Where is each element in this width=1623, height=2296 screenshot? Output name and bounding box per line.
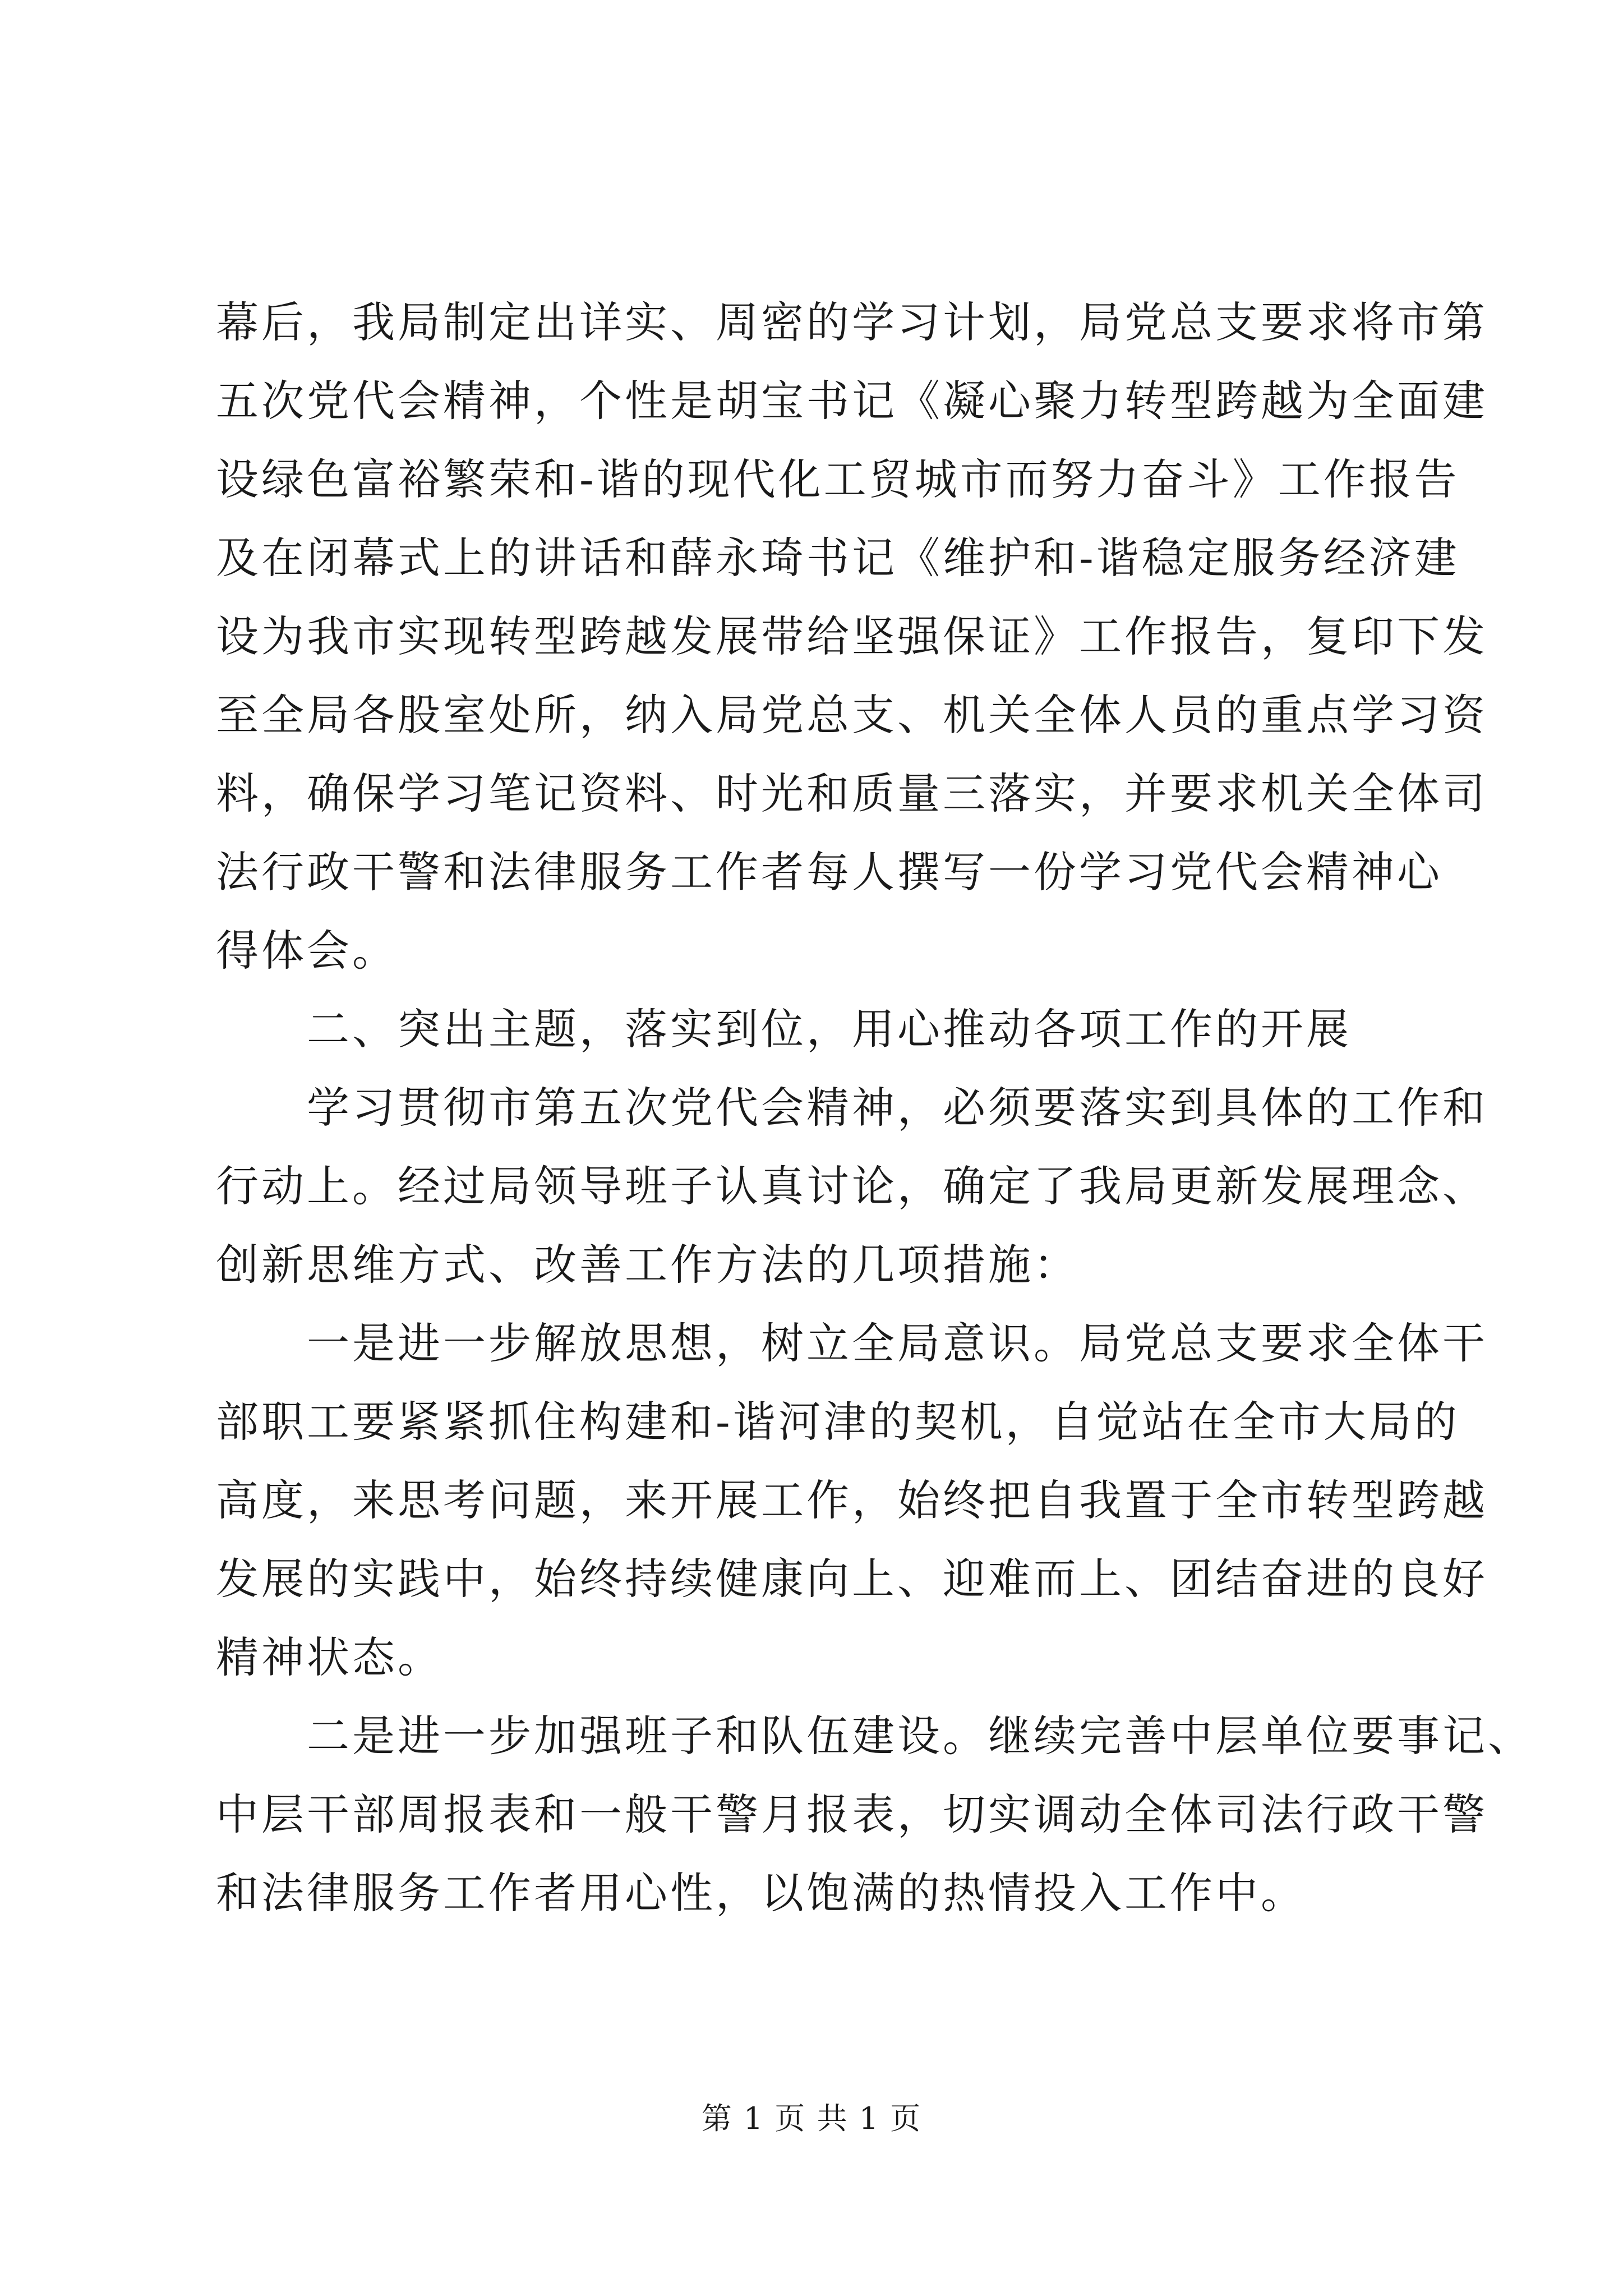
text-line: 和法律服务工作者用心性，以饱满的热情投入工作中。 bbox=[216, 1868, 1306, 1918]
text-line: 精神状态。 bbox=[216, 1632, 443, 1682]
page-number-footer: 第 1 页 共 1 页 bbox=[701, 2101, 922, 2136]
text-line: 料，确保学习笔记资料、时光和质量三落实，并要求机关全体司 bbox=[216, 769, 1488, 818]
text-line: 设绿色富裕繁荣和-谐的现代化工贸城市而努力奋斗》工作报告 bbox=[216, 454, 1460, 504]
text-line: 幕后，我局制定出详实、周密的学习计划，局党总支要求将市第 bbox=[216, 297, 1488, 347]
text-line: 二是进一步加强班子和队伍建设。继续完善中层单位要事记、 bbox=[216, 1711, 1533, 1761]
text-line: 至全局各股室处所，纳入局党总支、机关全体人员的重点学习资 bbox=[216, 690, 1488, 740]
text-line: 法行政干警和法律服务工作者每人撰写一份学习党代会精神心 bbox=[216, 847, 1442, 897]
text-line: 得体会。 bbox=[216, 926, 398, 976]
text-line: 五次党代会精神，个性是胡宝书记《凝心聚力转型跨越为全面建 bbox=[216, 376, 1488, 426]
text-line: 学习贯彻市第五次党代会精神，必须要落实到具体的工作和 bbox=[216, 1083, 1488, 1133]
text-line: 行动上。经过局领导班子认真讨论，确定了我局更新发展理念、 bbox=[216, 1161, 1488, 1211]
text-line: 部职工要紧紧抓住构建和-谐河津的契机，自觉站在全市大局的 bbox=[216, 1397, 1460, 1447]
text-line: 及在闭幕式上的讲话和薛永琦书记《维护和-谐稳定服务经济建 bbox=[216, 533, 1460, 583]
text-line: 一是进一步解放思想，树立全局意识。局党总支要求全体干 bbox=[216, 1318, 1488, 1368]
text-line: 高度，来思考问题，来开展工作，始终把自我置于全市转型跨越 bbox=[216, 1475, 1488, 1525]
text-line: 中层干部周报表和一般干警月报表，切实调动全体司法行政干警 bbox=[216, 1789, 1488, 1839]
text-line: 发展的实践中，始终持续健康向上、迎难而上、团结奋进的良好 bbox=[216, 1554, 1488, 1604]
text-line: 创新思维方式、改善工作方法的几项措施： bbox=[216, 1240, 1079, 1290]
section-heading: 二、突出主题，落实到位，用心推动各项工作的开展 bbox=[216, 1004, 1352, 1054]
document-body bbox=[216, 283, 1533, 1932]
text-line: 设为我市实现转型跨越发展带给坚强保证》工作报告，复印下发 bbox=[216, 611, 1488, 661]
